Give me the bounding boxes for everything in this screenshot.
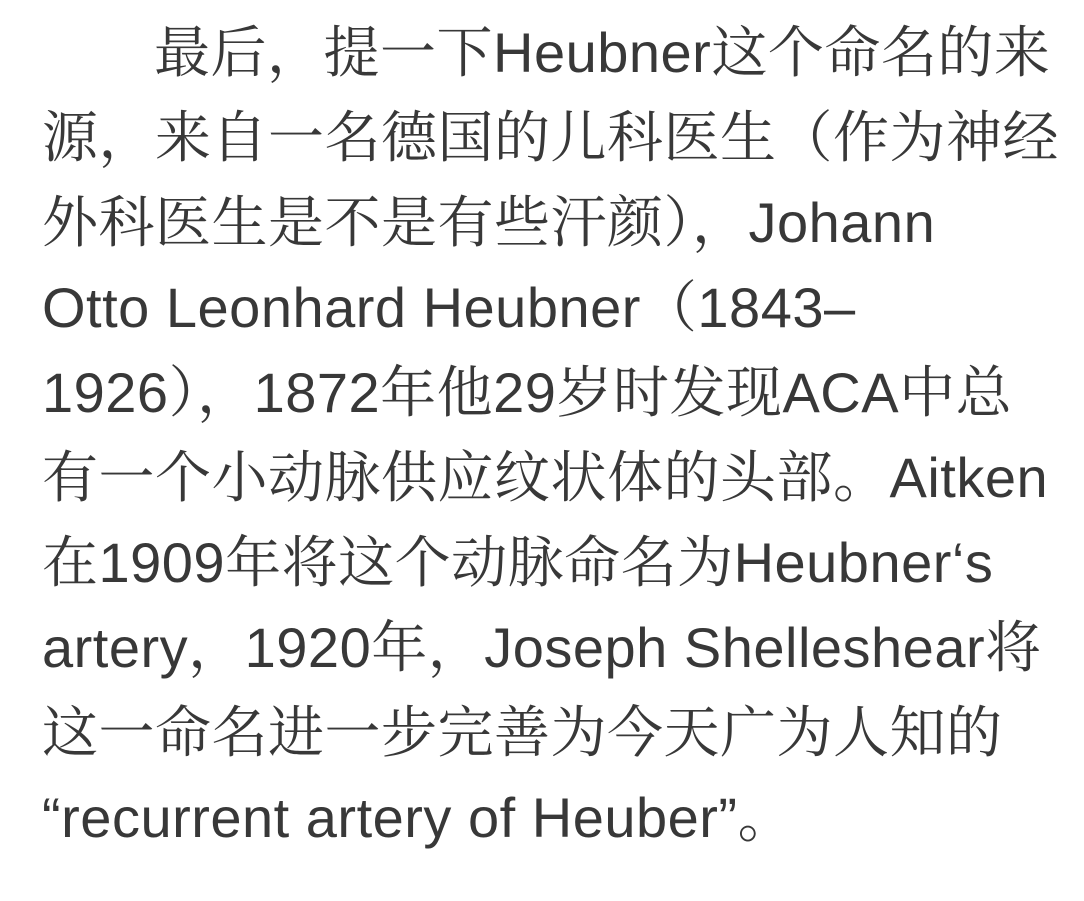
text-line: 源，来自一名德国的儿科医生（作为神经: [42, 106, 1059, 169]
text-line: Otto Leonhard Heubner（1843–: [42, 276, 856, 339]
paragraph: [42, 10, 1059, 860]
text-line: 最后，提一下Heubner这个命名的来: [154, 21, 1051, 84]
text-line: 外科医生是不是有些汗颜），Johann: [42, 191, 936, 254]
text-line: artery，1920年，Joseph Shelleshear将: [42, 616, 1042, 679]
text-line: 在1909年将这个动脉命名为Heubner‘s: [42, 531, 994, 594]
text-line: 1926），1872年他29岁时发现ACA中总: [42, 361, 1013, 424]
text-line: “recurrent artery of Heuber”。: [42, 786, 795, 849]
text-line: 有一个小动脉供应纹状体的头部。Aitken: [42, 446, 1049, 509]
text-line: 这一命名进一步完善为今天广为人知的: [42, 701, 1003, 764]
